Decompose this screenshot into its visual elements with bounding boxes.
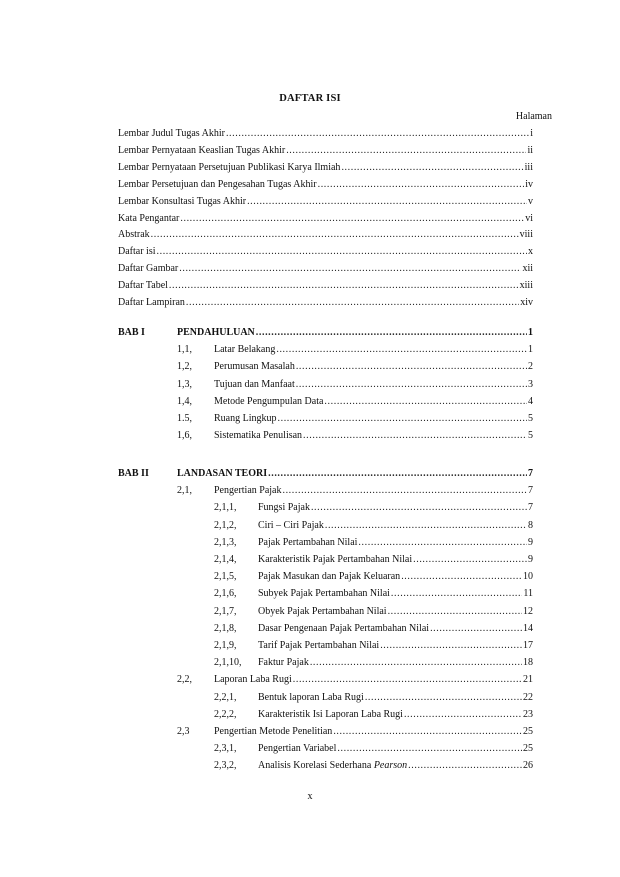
dot-leader [365, 692, 522, 704]
section-number: 1,6, [177, 430, 192, 442]
toc-entry-page-number: ii [527, 144, 533, 156]
subsection-entry-text: Dasar Pengenaan Pajak Pertambahan Nilai [258, 622, 430, 634]
dot-leader [388, 606, 522, 618]
subsection-entry-page-number: 9 [528, 536, 533, 548]
dot-leader [293, 674, 522, 686]
subsection-entry-text: Karakteristik Pajak Pertambahan Nilai [258, 554, 413, 565]
subsection-text-part: Analisis Korelasi Sederhana [258, 760, 374, 772]
dot-leader [430, 623, 522, 635]
section-number: 2,1, [177, 485, 192, 497]
toc-entry-text: Lembar Pernyataan Persetujuan Publikasi Karya Ilmiah [118, 161, 341, 173]
subsection-entry [258, 586, 533, 600]
subsection-entry [258, 569, 533, 583]
section-number: 1,1, [177, 344, 192, 356]
section-number: 1,2, [177, 361, 192, 373]
toc-entry-page-number: xiv [520, 297, 533, 308]
subsection-entry-page-number: 7 [528, 502, 533, 514]
subsection-entry-page-number: 17 [523, 640, 533, 651]
dot-leader [318, 179, 525, 191]
dot-leader [296, 361, 527, 373]
toc-entry-page-number: iv [525, 178, 533, 190]
subsection-entry [258, 500, 533, 514]
subsection-number: 2,1,5, [214, 571, 237, 583]
subsection-entry [258, 535, 533, 549]
subsection-number: 2,1,9, [214, 640, 237, 651]
dot-leader [268, 468, 527, 480]
section-entry-text: Perumusan Masalah [214, 361, 295, 373]
dot-leader [337, 743, 522, 755]
subsection-entry-page-number: 12 [523, 605, 533, 617]
subsection-entry-text: Obyek Pajak Pertambahan Nilai [258, 605, 387, 617]
section-entry-text: Pengertian Metode Penelitian [214, 726, 333, 737]
toc-entry-page-number: x [528, 246, 533, 258]
section-entry-page-number: 2 [528, 361, 533, 373]
subsection-entry-page-number: 11 [523, 588, 533, 600]
section-entry [214, 377, 533, 391]
page-column-header: Halaman [515, 111, 552, 122]
subsection-entry-page-number: 25 [523, 743, 533, 755]
toc-entry [118, 160, 533, 174]
toc-entry [118, 261, 533, 275]
subsection-entry-page-number: 9 [528, 554, 533, 565]
subsection-number: 2,1,10, [214, 657, 242, 669]
dot-leader [408, 760, 522, 772]
section-number: 1.5, [177, 413, 192, 424]
dot-leader [282, 485, 527, 497]
chapter-heading [177, 466, 533, 480]
dot-leader [303, 430, 527, 442]
page-title: DAFTAR ISI [279, 93, 341, 104]
toc-entry-page-number: viii [519, 229, 533, 241]
section-entry-page-number: 3 [528, 378, 533, 390]
toc-entry-text: Daftar Lampiran [118, 297, 185, 308]
toc-entry-page-number: xii [522, 263, 533, 275]
subsection-number: 2,1,2, [214, 519, 237, 531]
subsection-number: 2,2,1, [214, 691, 237, 703]
dot-leader [391, 588, 522, 600]
subsection-entry [258, 518, 533, 532]
section-entry [214, 428, 533, 442]
subsection-entry-page-number: 8 [528, 519, 533, 531]
subsection-entry-page-number: 10 [523, 571, 533, 583]
toc-entry-text: Daftar Tabel [118, 280, 168, 292]
subsection-entry-text: Ciri – Ciri Pajak [258, 519, 324, 531]
dot-leader [186, 297, 519, 309]
dot-leader [401, 571, 522, 583]
section-number: 1,3, [177, 378, 192, 390]
toc-entry-page-number: xiii [519, 280, 533, 292]
toc-entry-text: Abstrak [118, 229, 150, 241]
section-number: 2,2, [177, 674, 192, 686]
chapter-label: BAB I [118, 327, 145, 338]
section-entry-text: Ruang Lingkup [214, 413, 277, 424]
subsection-number: 2,1,1, [214, 502, 237, 514]
dot-leader [151, 229, 519, 241]
chapter-heading-text: PENDAHULUAN [177, 327, 255, 338]
subsection-entry-page-number: 18 [523, 657, 533, 669]
subsection-entry-page-number: 26 [523, 760, 533, 772]
subsection-entry [258, 621, 533, 635]
subsection-entry-page-number: 22 [523, 691, 533, 703]
section-entry-page-number: 25 [523, 726, 533, 737]
subsection-number: 2,1,3, [214, 536, 237, 548]
toc-entry-text: Lembar Konsultasi Tugas Akhir [118, 195, 247, 207]
section-entry [214, 672, 533, 686]
dot-leader [333, 726, 522, 738]
subsection-entry [258, 638, 533, 652]
subsection-number: 2,2,2, [214, 708, 237, 720]
subsection-entry [258, 758, 533, 772]
dot-leader [310, 657, 522, 669]
section-entry-page-number: 21 [523, 674, 533, 686]
subsection-text-italic: Pearson [373, 760, 408, 772]
subsection-entry [258, 604, 533, 618]
section-entry-text: Metode Pengumpulan Data [214, 395, 324, 407]
subsection-number: 2,1,7, [214, 605, 237, 617]
subsection-entry-text: Subyek Pajak Pertambahan Nilai [258, 588, 390, 600]
dot-leader [276, 344, 527, 356]
dot-leader [311, 502, 527, 514]
subsection-entry-text: Fungsi Pajak [258, 502, 310, 514]
section-entry [214, 359, 533, 373]
toc-entry [118, 244, 533, 258]
dot-leader [324, 396, 527, 408]
dot-leader [286, 145, 526, 157]
chapter-heading-page-number: 7 [528, 468, 533, 479]
section-number: 2,3 [177, 726, 190, 737]
toc-entry [118, 211, 533, 225]
chapter-heading-text: LANDASAN TEORI [177, 468, 268, 479]
section-entry [214, 394, 533, 408]
toc-entry-text: Lembar Persetujuan dan Pengesahan Tugas Akhir [118, 178, 317, 190]
subsection-entry-text: Pengertian Variabel [258, 743, 337, 755]
dot-leader [179, 263, 521, 275]
toc-entry-text: Lembar Pernyataan Keaslian Tugas Akhir [118, 144, 286, 156]
section-entry-text: Latar Belakang [214, 344, 276, 356]
section-entry [214, 483, 533, 497]
dot-leader [404, 709, 522, 721]
section-entry-page-number: 5 [528, 430, 533, 442]
subsection-entry [258, 552, 533, 566]
chapter-label: BAB II [118, 468, 149, 479]
subsection-number: 2,1,4, [214, 554, 237, 565]
toc-entry-text: Daftar Gambar [118, 263, 179, 275]
section-entry-page-number: 4 [528, 395, 533, 407]
subsection-entry-page-number: 23 [523, 708, 533, 720]
dot-leader [278, 413, 528, 425]
subsection-entry [258, 707, 533, 721]
section-number: 1,4, [177, 395, 192, 407]
toc-entry-text: Kata Pengantar [118, 212, 180, 224]
toc-entry-text: Daftar isi [118, 246, 156, 258]
toc-entry-page-number: vi [525, 212, 533, 224]
subsection-entry-page-number: 14 [523, 622, 533, 634]
dot-leader [157, 246, 528, 258]
toc-entry-page-number: iii [524, 161, 533, 173]
subsection-entry-text: Bentuk laporan Laba Rugi [258, 691, 364, 703]
toc-entry [118, 126, 533, 140]
section-entry-text: Laporan Laba Rugi [214, 674, 292, 686]
dot-leader [296, 379, 527, 391]
toc-entry [118, 143, 533, 157]
toc-entry [118, 227, 533, 241]
section-entry-text: Pengertian Pajak [214, 485, 282, 497]
section-entry-page-number: 1 [528, 344, 533, 356]
subsection-entry-text: Pajak Pertambahan Nilai [258, 536, 358, 548]
dot-leader [341, 162, 523, 174]
subsection-entry [258, 741, 533, 755]
dot-leader [180, 213, 524, 225]
subsection-entry-text: Faktur Pajak [258, 657, 309, 669]
toc-entry [118, 194, 533, 208]
chapter-heading [177, 325, 533, 339]
section-entry-page-number: 5 [528, 413, 533, 424]
subsection-number: 2,3,1, [214, 743, 237, 755]
subsection-number: 2,1,6, [214, 588, 237, 600]
section-entry-text: Tujuan dan Manfaat [214, 378, 295, 390]
section-entry [214, 724, 533, 738]
toc-entry-text: Lembar Judul Tugas Akhir [118, 128, 225, 139]
dot-leader [226, 128, 529, 140]
toc-entry [118, 177, 533, 191]
toc-entry [118, 295, 533, 309]
subsection-number: 2,1,8, [214, 622, 237, 634]
toc-entry-page-number: i [530, 128, 533, 139]
toc-entry [118, 278, 533, 292]
subsection-entry-text: Pajak Masukan dan Pajak Keluaran [258, 571, 401, 583]
section-entry-text: Sistematika Penulisan [214, 430, 303, 442]
dot-leader [256, 327, 527, 339]
toc-entry-page-number: v [528, 195, 533, 207]
dot-leader [247, 196, 527, 208]
dot-leader [413, 554, 527, 566]
subsection-number: 2,3,2, [214, 760, 237, 772]
section-entry [214, 342, 533, 356]
subsection-entry [258, 690, 533, 704]
subsection-entry-text: Karakteristik Isi Laporan Laba Rugi [258, 708, 403, 720]
dot-leader [380, 640, 522, 652]
section-entry-page-number: 7 [528, 485, 533, 497]
subsection-entry-text: Tarif Pajak Pertambahan Nilai [258, 640, 380, 651]
chapter-heading-page-number: 1 [528, 327, 533, 338]
dot-leader [169, 280, 519, 292]
footer-page-number: x [307, 791, 313, 802]
dot-leader [358, 537, 527, 549]
subsection-entry [258, 655, 533, 669]
section-entry [214, 411, 533, 425]
dot-leader [325, 520, 527, 532]
subsection-entry-text [258, 760, 407, 772]
